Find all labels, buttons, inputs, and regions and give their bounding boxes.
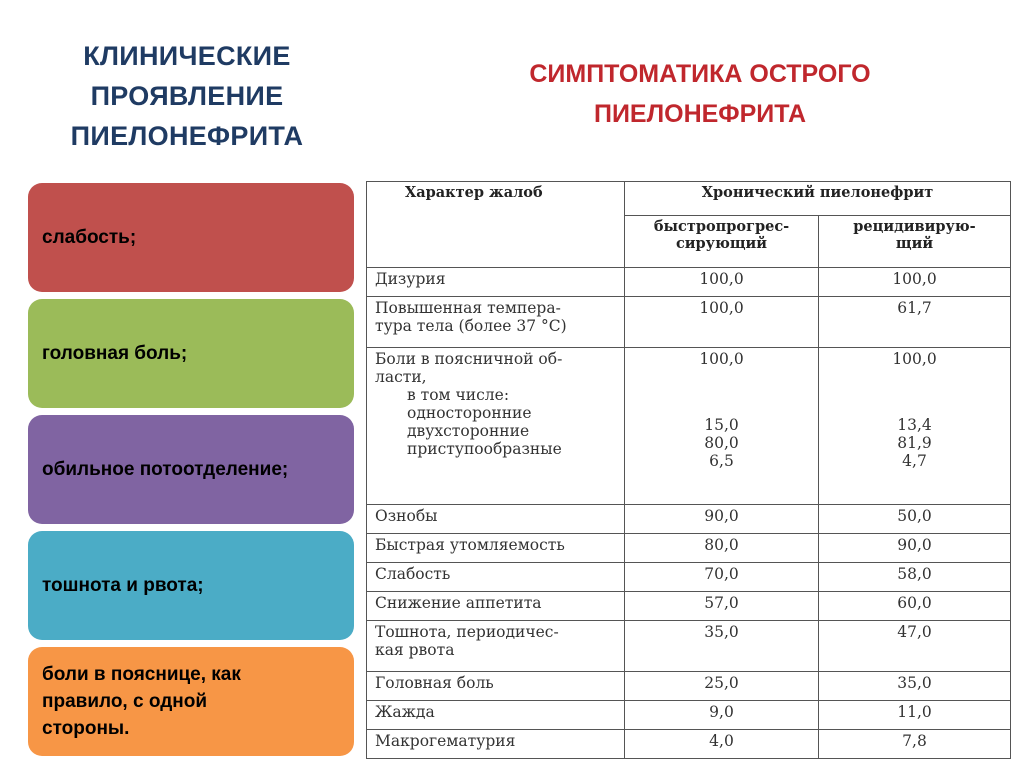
row-name-line: ласти, bbox=[375, 368, 427, 387]
row-value-progressive: 100,0 bbox=[625, 296, 819, 347]
table-row bbox=[367, 563, 1011, 592]
row-value-recurrent: 58,0 bbox=[819, 563, 1011, 592]
sub-label: в том числе: bbox=[407, 386, 510, 405]
table-row bbox=[367, 701, 1011, 730]
sub-row-name: односторонние bbox=[407, 404, 532, 423]
table-row bbox=[367, 730, 1011, 759]
symptom-card-weakness bbox=[28, 183, 354, 292]
table-row bbox=[367, 296, 1011, 347]
header-recurrent-line: щий bbox=[895, 235, 934, 252]
right-title-line: ПИЕЛОНЕФРИТА bbox=[593, 100, 807, 128]
row-name bbox=[367, 620, 625, 671]
value: 100,0 bbox=[699, 350, 744, 369]
row-name: Слабость bbox=[367, 563, 625, 592]
table-row bbox=[367, 672, 1011, 701]
row-value-progressive: 80,0 bbox=[625, 534, 819, 563]
row-value-progressive bbox=[625, 348, 819, 505]
row-name: Дизурия bbox=[367, 268, 625, 297]
row-value-recurrent: 7,8 bbox=[819, 730, 1011, 759]
spacer bbox=[633, 368, 810, 392]
row-value-recurrent: 35,0 bbox=[819, 672, 1011, 701]
header-progressive-line: сирующий bbox=[675, 235, 768, 252]
value: 100,0 bbox=[892, 350, 937, 369]
symptom-card-text: стороны. bbox=[42, 718, 130, 739]
symptom-card-text: головная боль; bbox=[42, 343, 188, 364]
row-name bbox=[367, 348, 625, 505]
row-value-recurrent bbox=[819, 348, 1011, 505]
symptom-card-headache bbox=[28, 299, 354, 408]
symptom-card-text: обильное потоотделение; bbox=[42, 459, 289, 480]
row-value-recurrent: 90,0 bbox=[819, 534, 1011, 563]
sub-value: 81,9 bbox=[897, 434, 932, 453]
row-name-line: Тошнота, периодичес- bbox=[375, 622, 559, 641]
row-value-recurrent: 47,0 bbox=[819, 620, 1011, 671]
sub-row-name: приступообразные bbox=[407, 440, 562, 459]
spacer bbox=[827, 392, 1002, 416]
table-row bbox=[367, 620, 1011, 671]
sub-value: 6,5 bbox=[709, 452, 734, 471]
sub-value: 80,0 bbox=[704, 434, 739, 453]
header-progressive bbox=[625, 216, 819, 268]
table-row bbox=[367, 534, 1011, 563]
row-name: Жажда bbox=[367, 701, 625, 730]
spacer bbox=[827, 368, 1002, 392]
header-chronic-pyelonephritis: Хронический пиелонефрит bbox=[625, 182, 1011, 216]
left-title-line: ПИЕЛОНЕФРИТА bbox=[70, 121, 304, 151]
header-complaint: Характер жалоб bbox=[367, 182, 625, 268]
row-value-recurrent: 100,0 bbox=[819, 268, 1011, 297]
row-value-progressive: 9,0 bbox=[625, 701, 819, 730]
row-name: Снижение аппетита bbox=[367, 591, 625, 620]
row-value-progressive: 35,0 bbox=[625, 620, 819, 671]
row-name-line: Повышенная темпера- bbox=[375, 298, 561, 317]
row-value-recurrent: 61,7 bbox=[819, 296, 1011, 347]
row-value-progressive: 100,0 bbox=[625, 268, 819, 297]
table-row bbox=[367, 591, 1011, 620]
row-value-progressive: 70,0 bbox=[625, 563, 819, 592]
row-name: Головная боль bbox=[367, 672, 625, 701]
row-name-line: Боли в поясничной об- bbox=[375, 350, 563, 369]
row-value-recurrent: 50,0 bbox=[819, 505, 1011, 534]
table-row bbox=[367, 505, 1011, 534]
sub-value: 13,4 bbox=[897, 416, 932, 435]
row-name: Макрогематурия bbox=[367, 730, 625, 759]
table-row bbox=[367, 348, 1011, 505]
row-value-recurrent: 60,0 bbox=[819, 591, 1011, 620]
row-value-progressive: 57,0 bbox=[625, 591, 819, 620]
symptom-card-sweating bbox=[28, 415, 354, 524]
row-name-line: тура тела (более 37 °С) bbox=[375, 316, 567, 335]
symptom-card-text: тошнота и рвота; bbox=[42, 575, 204, 596]
sub-value: 15,0 bbox=[704, 416, 739, 435]
header-recurrent bbox=[819, 216, 1011, 268]
symptom-card-nausea bbox=[28, 531, 354, 640]
right-title-line: СИМПТОМАТИКА ОСТРОГО bbox=[529, 60, 871, 88]
header-progressive-line: быстропрогрес- bbox=[653, 218, 790, 235]
table-row bbox=[367, 268, 1011, 297]
symptom-card-text: правило, с одной bbox=[42, 691, 208, 712]
sub-value: 4,7 bbox=[902, 452, 927, 471]
left-title-line: КЛИНИЧЕСКИЕ bbox=[83, 41, 291, 71]
row-name: Ознобы bbox=[367, 505, 625, 534]
row-value-progressive: 4,0 bbox=[625, 730, 819, 759]
left-title-line: ПРОЯВЛЕНИЕ bbox=[90, 81, 284, 111]
symptoms-table bbox=[366, 181, 1011, 759]
right-title bbox=[470, 54, 930, 134]
row-name-line: кая рвота bbox=[375, 640, 455, 659]
symptom-card-text: боли в пояснице, как bbox=[42, 664, 241, 685]
spacer bbox=[633, 392, 810, 416]
row-value-recurrent: 11,0 bbox=[819, 701, 1011, 730]
header-recurrent-line: рецидивирую- bbox=[853, 218, 976, 235]
row-value-progressive: 25,0 bbox=[625, 672, 819, 701]
symptom-card-back-pain bbox=[28, 647, 354, 756]
row-name bbox=[367, 296, 625, 347]
row-name: Быстрая утомляемость bbox=[367, 534, 625, 563]
left-title bbox=[28, 36, 346, 156]
row-value-progressive: 90,0 bbox=[625, 505, 819, 534]
symptom-card-text: слабость; bbox=[42, 227, 137, 248]
sub-row-name: двухсторонние bbox=[407, 422, 530, 441]
